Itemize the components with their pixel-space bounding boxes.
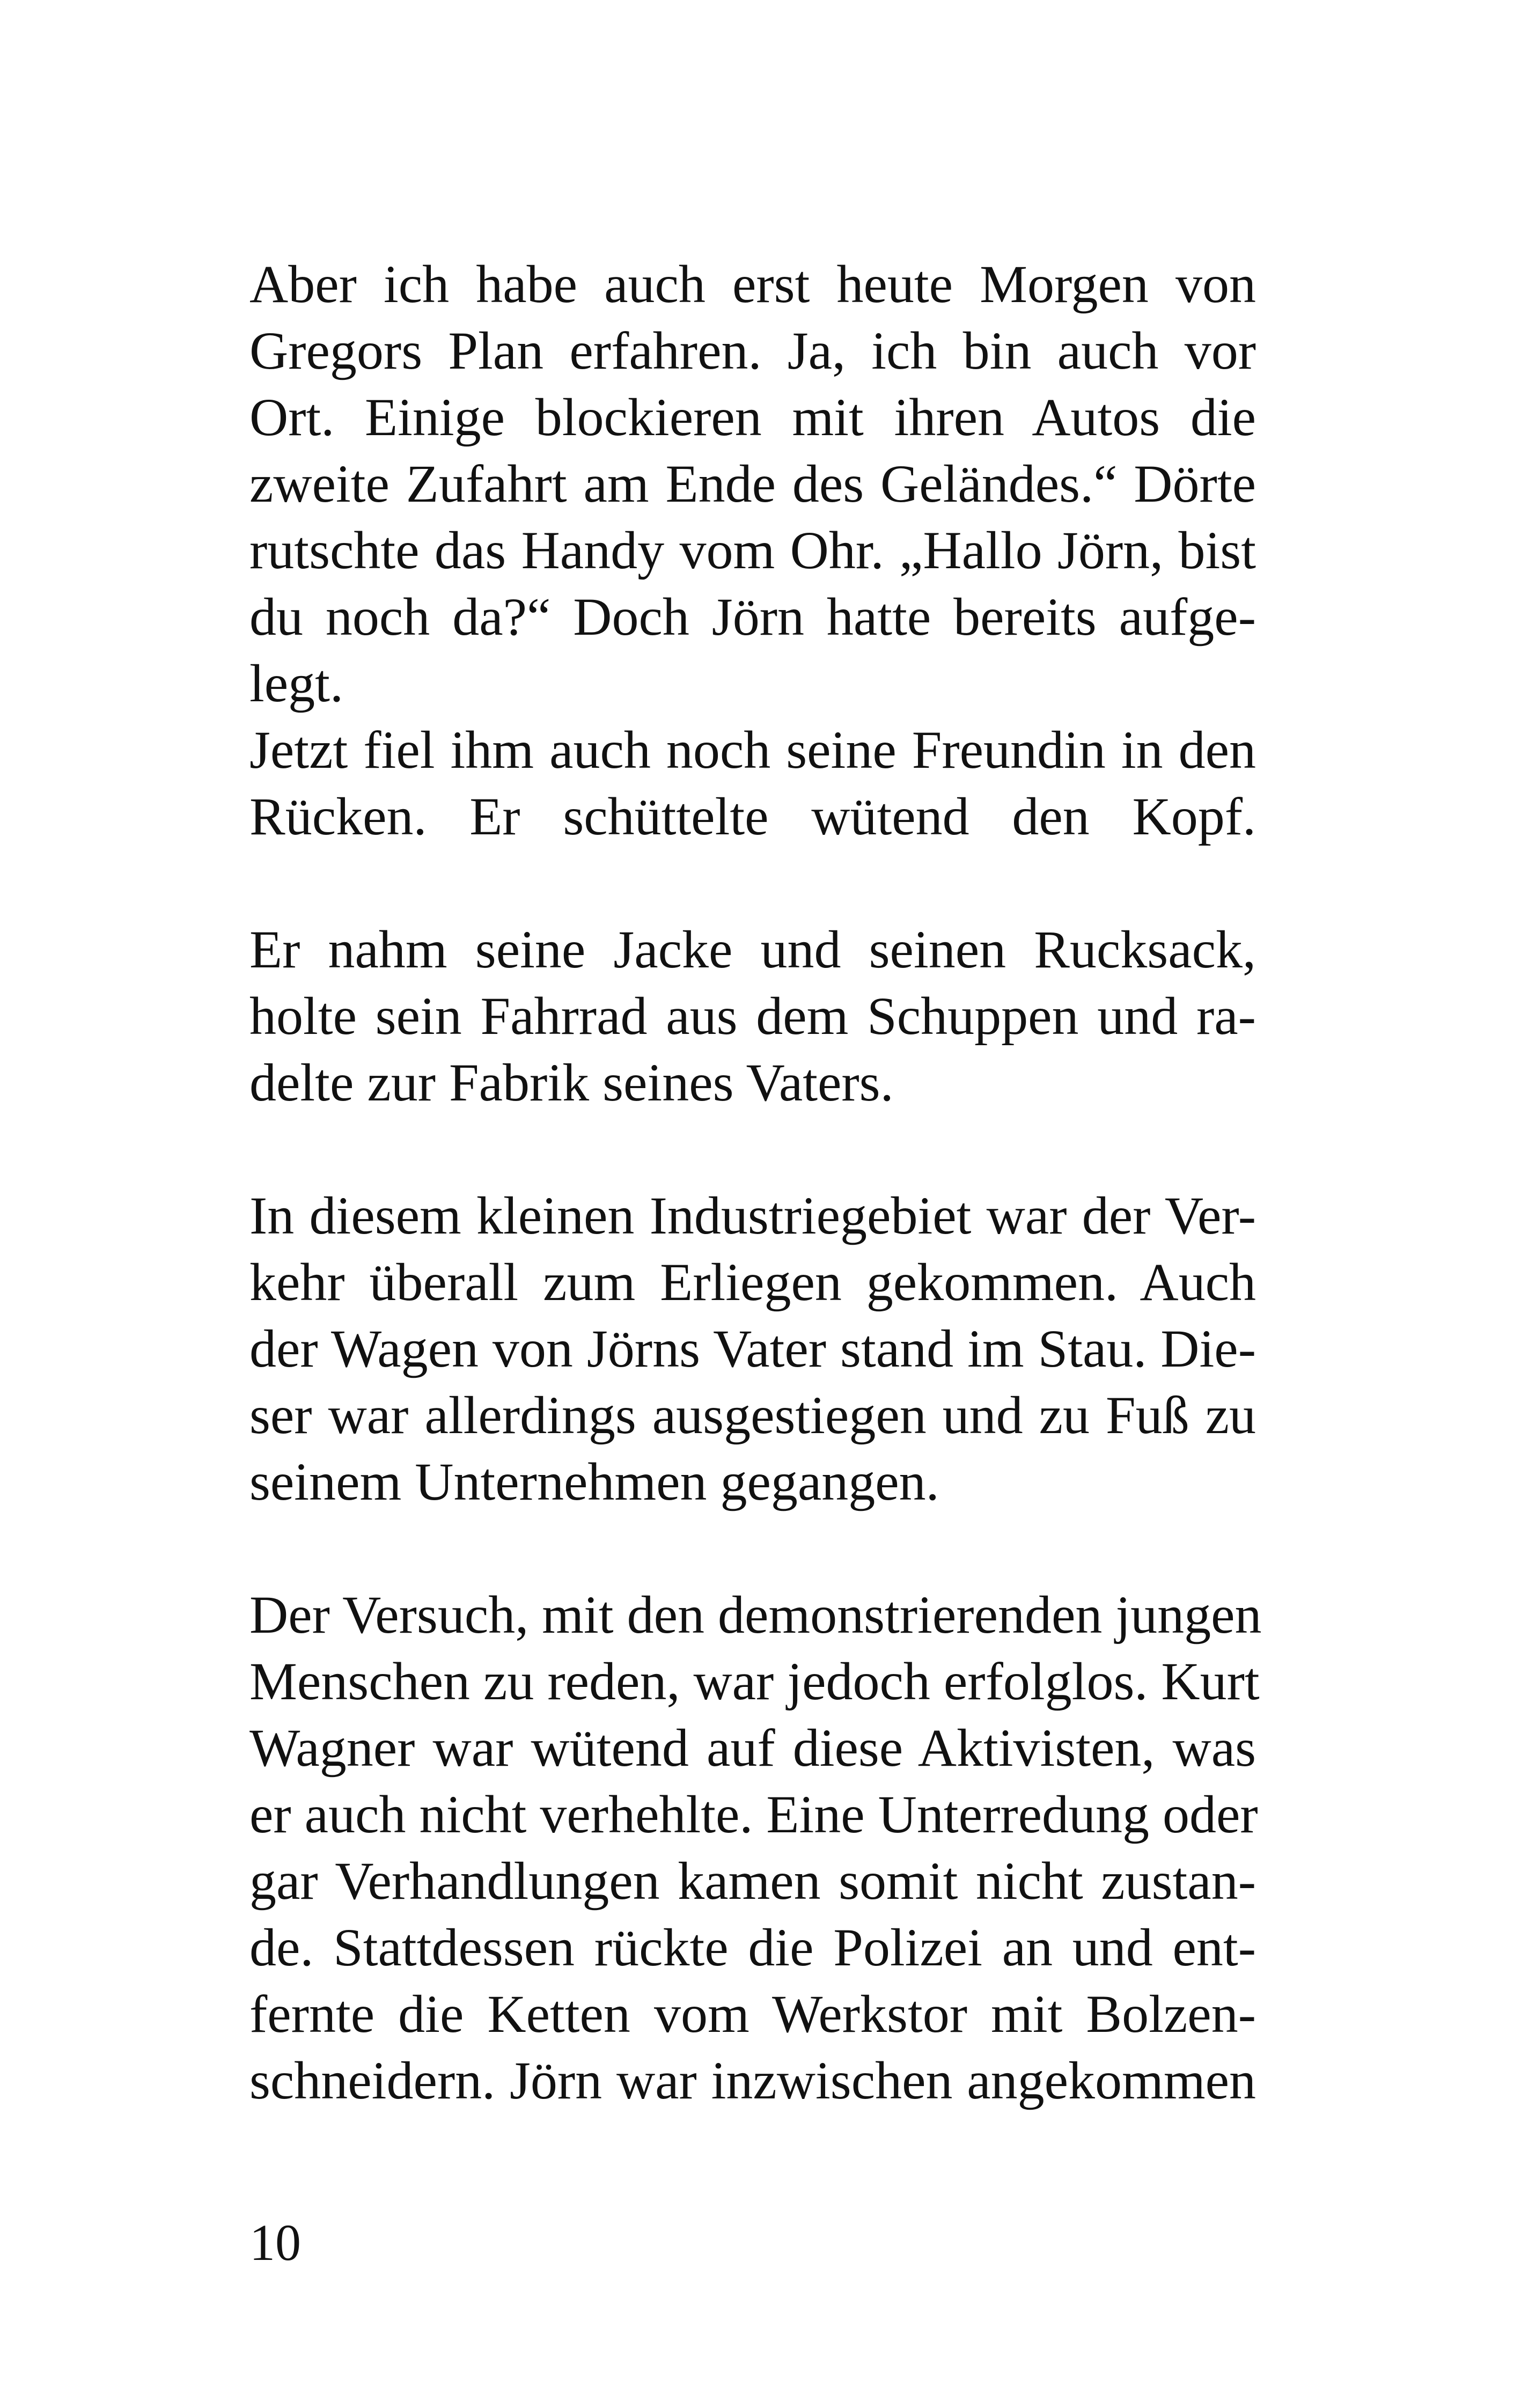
text-line: er auch nicht verhehlte. Eine Unterredung oder (249, 1785, 1258, 1844)
paragraph-gap (249, 850, 1256, 916)
text-line: In diesem kleinen Industriegebiet war der Ver- (249, 1186, 1256, 1245)
text-line: rutschte das Handy vom Ohr. „Hallo Jörn, bist (249, 520, 1256, 580)
page-number: 10 (249, 2214, 301, 2271)
paragraph-gap (249, 1116, 1256, 1183)
text-line: kehr überall zum Erliegen gekommen. Auch (249, 1252, 1256, 1312)
text-line: legt. (249, 654, 343, 713)
text-line: fernte die Ketten vom Werkstor mit Bolzen- (249, 1984, 1256, 2044)
text-line: de. Stattdessen rückte die Polizei an und ent- (249, 1918, 1256, 1977)
text-line: Er nahm seine Jacke und seinen Rucksack, (249, 920, 1256, 979)
text-line: Gregors Plan erfahren. Ja, ich bin auch vor (249, 321, 1256, 380)
text-line: der Wagen von Jörns Vater stand im Stau. Die- (249, 1319, 1256, 1378)
text-line: delte zur Fabrik seines Vaters. (249, 1053, 894, 1112)
text-line: Ort. Einige blockieren mit ihren Autos die (249, 387, 1256, 447)
body-text (249, 251, 1262, 2114)
text-line: schneidern. Jörn war inzwischen angekommen (249, 2051, 1256, 2110)
text-line: Jetzt fiel ihm auch noch seine Freundin in den (249, 720, 1256, 780)
text-line: gar Verhandlungen kamen somit nicht zustan- (249, 1851, 1256, 1911)
text-line: Rücken. Er schüttelte wütend den Kopf. (249, 787, 1256, 846)
text-line: du noch da?“ Doch Jörn hatte bereits aufge- (249, 587, 1256, 647)
text-line: zweite Zufahrt am Ende des Geländes.“ Dörte (249, 454, 1256, 513)
text-line: Der Versuch, mit den demonstrierenden jungen (249, 1585, 1262, 1645)
text-line: Menschen zu reden, war jedoch erfolglos. Kurt (249, 1651, 1260, 1711)
text-line: seinem Unternehmen gegangen. (249, 1452, 939, 1511)
text-line: Aber ich habe auch erst heute Morgen von (249, 254, 1256, 314)
text-line: ser war allerdings ausgestiegen und zu Fuß zu (249, 1385, 1256, 1445)
paragraph-gap (249, 1515, 1256, 1582)
text-line: holte sein Fahrrad aus dem Schuppen und ra- (249, 986, 1256, 1046)
text-line: Wagner war wütend auf diese Aktivisten, was (249, 1718, 1256, 1778)
